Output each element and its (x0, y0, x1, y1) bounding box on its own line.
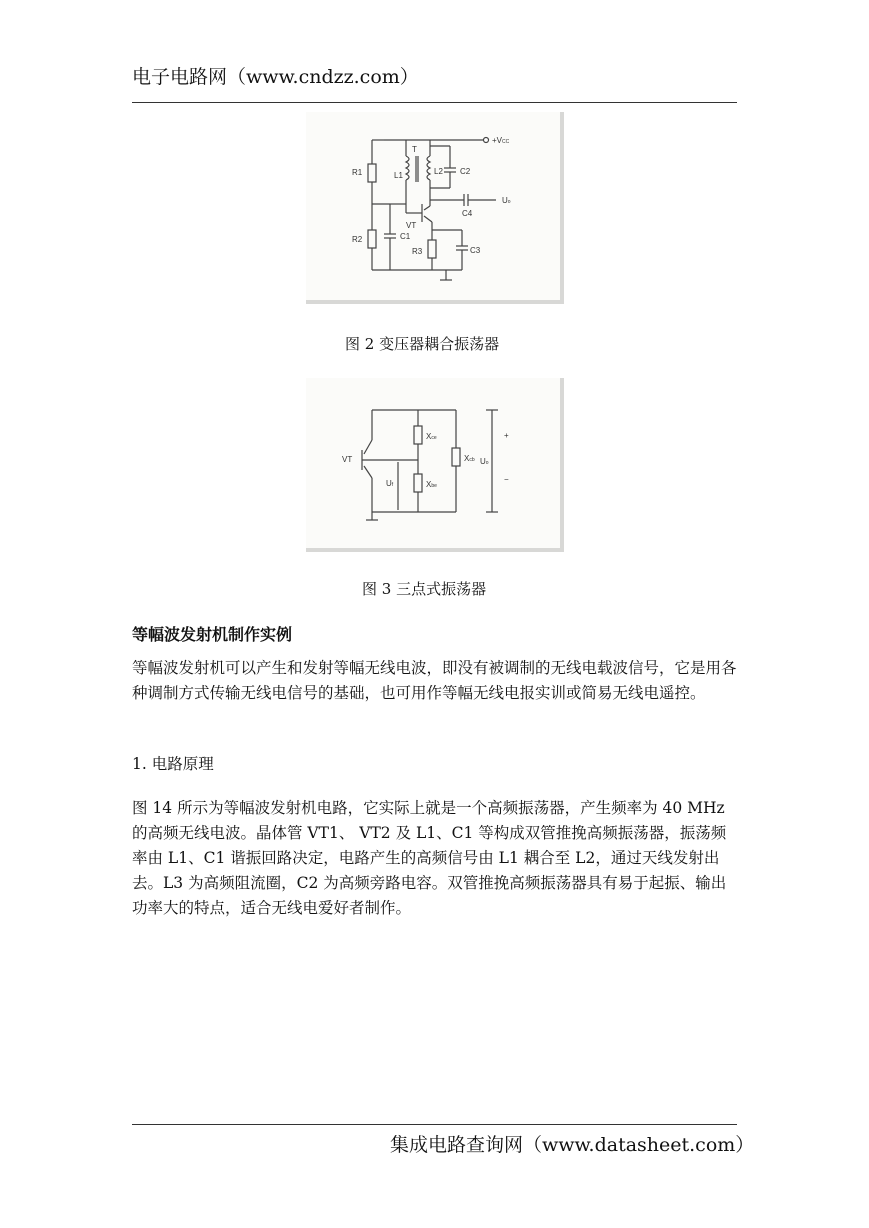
c3-label: C3 (470, 246, 481, 255)
minus-label: − (504, 475, 509, 484)
section-heading: 等幅波发射机制作实例 (132, 625, 293, 644)
paragraph-intro: 等幅波发射机可以产生和发射等幅无线电波，即没有被调制的无线电载波信号，它是用各种调制方式传输无线电信号的基础，也可用作等幅无线电报实训或简易无线电遥控。 (132, 659, 737, 702)
xcb-label: Xcb (464, 454, 475, 463)
vcc-label: +VCC (492, 136, 510, 145)
r2-label: R2 (352, 235, 363, 244)
paragraph-circuit-principle: 图 14 所示为等幅波发射机电路，它实际上就是一个高频振荡器，产生频率为 40 MHz 的高频无线电波。晶体管 VT1、 VT2 及 L1、C1 等构成双管推挽高频振荡器，振荡频率由 L1、C1 谐振回路决定，电路产生的高频信号由 L1 耦合至 L2，通过天线发射出去。L3 为高频阻流圈，C2 为高频旁路电容。双管推挽高频振荡器具有易于起振、输出功率大的特点，适合无线电爱好者制作。 (132, 799, 727, 917)
vt-label-2: VT (342, 455, 353, 464)
circuit-diagram-1 (306, 112, 560, 300)
l2-label: L2 (434, 167, 443, 176)
subheading-circuit-principle: 1. 电路原理 (132, 755, 214, 773)
header-rule (132, 102, 737, 103)
c1-label: C1 (400, 232, 411, 241)
l1-label: L1 (394, 171, 403, 180)
figure-three-point-oscillator (306, 378, 564, 552)
plus-label: + (504, 431, 509, 440)
uo-label: Uo (502, 196, 511, 205)
figure2-caption: 图 3 三点式振荡器 (362, 580, 487, 598)
r1-label: R1 (352, 168, 363, 177)
page-footer: 集成电路查询网（www.datasheet.com） (390, 1134, 755, 1156)
xbe-label: Xbe (426, 480, 437, 489)
xce-label: Xce (426, 432, 437, 441)
figure1-caption: 图 2 变压器耦合振荡器 (345, 335, 500, 353)
circuit-diagram-2 (306, 378, 560, 548)
page-header: 电子电路网（www.cndzz.com） (132, 66, 419, 88)
uf-label: Uf (386, 479, 394, 488)
vt-label: VT (406, 221, 417, 230)
figure-transformer-oscillator (306, 112, 564, 304)
t-label: T (412, 145, 417, 154)
footer-rule (132, 1124, 737, 1125)
c4-label: C4 (462, 209, 473, 218)
c2-label: C2 (460, 167, 471, 176)
uo-label-2: Uo (480, 457, 489, 466)
r3-label: R3 (412, 247, 423, 256)
